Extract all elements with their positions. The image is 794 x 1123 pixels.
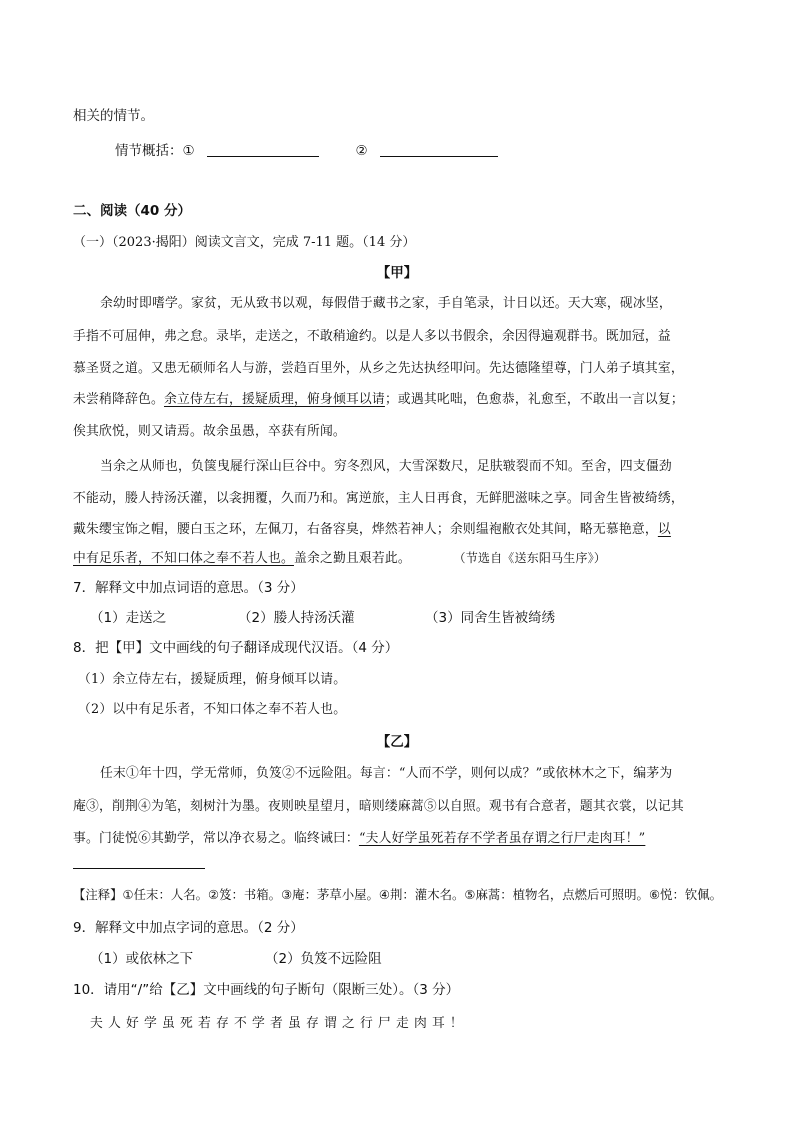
continued-text-line: 相关的情节。 (73, 108, 154, 124)
passage-text: 戴朱缨宝饰之帽，腰白玉之环，左佩刀，右备容臭，烨然若神人；余则缊袍敝衣处其间，略无慕艳意， (73, 522, 658, 537)
passage-line (73, 518, 794, 537)
passage-line (73, 827, 794, 846)
passage-text: 盖余之勤且艰若此。 (293, 551, 411, 566)
question-10-sentence: 夫人好学虽死若存不学者虽存谓之行尸走肉耳！ (90, 1016, 468, 1031)
plot-summary-line (115, 139, 794, 159)
question-8-item: （1）余立侍左右，援疑质理，俯身倾耳以请。 (78, 672, 347, 687)
passage-line: 当余之从师也，负箧曳屣行深山巨谷中。穷冬烈风，大雪深数尺，足肤皲裂而不知。至舍，四支僵劲 (100, 459, 672, 474)
passage-line: 慕圣贤之道。又患无硕师名人与游，尝趋百里外，从乡之先达执经叩问。先达德隆望尊，门人弟子填其室， (73, 361, 684, 376)
answer-blank-2[interactable] (380, 142, 498, 157)
question-9-item: （1）或依林之下 (90, 951, 194, 967)
question-7-stem: 7．解释文中加点词语的意思。（3 分） (73, 580, 304, 596)
passage-text: ；或遇其叱咄，色愈恭，礼愈至，不敢出一言以复； (384, 392, 684, 407)
reading-intro: （一）（2023·揭阳）阅读文言文，完成 7-11 题。（14 分） (73, 235, 416, 250)
underlined-sentence-yi: “夫人好学虽死若存不学者虽存谓之行尸走肉耳！” (358, 831, 646, 846)
question-7-item: （3）同舍生皆被绮绣 (425, 610, 556, 626)
footnote: 【注释】①任末：人名。②笈：书箱。③庵：茅草小屋。④荆：灌木名。⑤麻蒿：植物名，点燃后可照明。⑥悦：钦佩。 (73, 887, 723, 902)
passage-line: 俟其欣悦，则又请焉。故余虽愚，卒获有所闻。 (73, 424, 346, 439)
question-8-item: （2）以中有足乐者，不知口体之奉不若人也。 (78, 702, 347, 717)
plot-summary-mark-2: ② (355, 143, 368, 159)
passage-yi-title: 【乙】 (376, 734, 418, 750)
passage-line: 余幼时即嗜学。家贫，无从致书以观，每假借于藏书之家，手自笔录，计日以还。天大寒，砚冰坚， (100, 296, 672, 311)
question-7-item: （2）媵人持汤沃灌 (238, 610, 355, 626)
passage-line (73, 547, 794, 566)
underlined-sentence-2-start: 以 (657, 522, 671, 537)
passage-line (73, 388, 794, 407)
question-9-stem: 9．解释文中加点字词的意思。（2 分） (73, 920, 304, 936)
question-7-item: （1）走送之 (90, 610, 167, 626)
section-heading: 二、阅读（40 分） (73, 203, 191, 219)
underlined-sentence-1: 余立侍左右，援疑质理，俯身倾耳以请 (163, 392, 385, 407)
answer-blank-1[interactable] (207, 142, 319, 157)
question-10-stem: 10．请用“/”给【乙】文中画线的句子断句（限断三处）。（3 分） (73, 982, 460, 998)
passage-jia-title: 【甲】 (376, 265, 418, 281)
question-9-item: （2）负笈不远险阻 (265, 951, 382, 967)
underlined-sentence-2: 中有足乐者，不知口体之奉不若人也。 (73, 551, 294, 566)
plot-summary-label: 情节概括：① (115, 143, 195, 159)
passage-line: 手指不可屈伸，弗之怠。录毕，走送之，不敢稍逾约。以是人多以书假余，余因得遍观群书。既加冠，益 (73, 329, 671, 344)
footnote-divider (73, 868, 205, 869)
passage-line: 庵③，削荆④为笔，刻树汁为墨。夜则映星望月，暗则缕麻蒿⑤以自照。观书有合意者，题其衣裳，以记其 (73, 799, 684, 814)
passage-line: 不能动，媵人持汤沃灌，以衾拥覆，久而乃和。寓逆旅，主人日再食，无鲜肥滋味之享。同舍生皆被绮绣， (73, 491, 684, 506)
question-8-stem: 8．把【甲】文中画线的句子翻译成现代汉语。（4 分） (73, 640, 399, 656)
passage-text: 事。门徒悦⑥其勤学，常以净衣易之。临终诫曰： (73, 831, 359, 846)
passage-text: 未尝稍降辞色。 (73, 392, 164, 407)
passage-line: 任末①年十四，学无常师，负笈②不远险阻。每言：“人而不学，则何以成？”或依林木之下，编茅为 (100, 766, 673, 781)
passage-source: （节选自《送东阳马生序》） (453, 551, 607, 565)
